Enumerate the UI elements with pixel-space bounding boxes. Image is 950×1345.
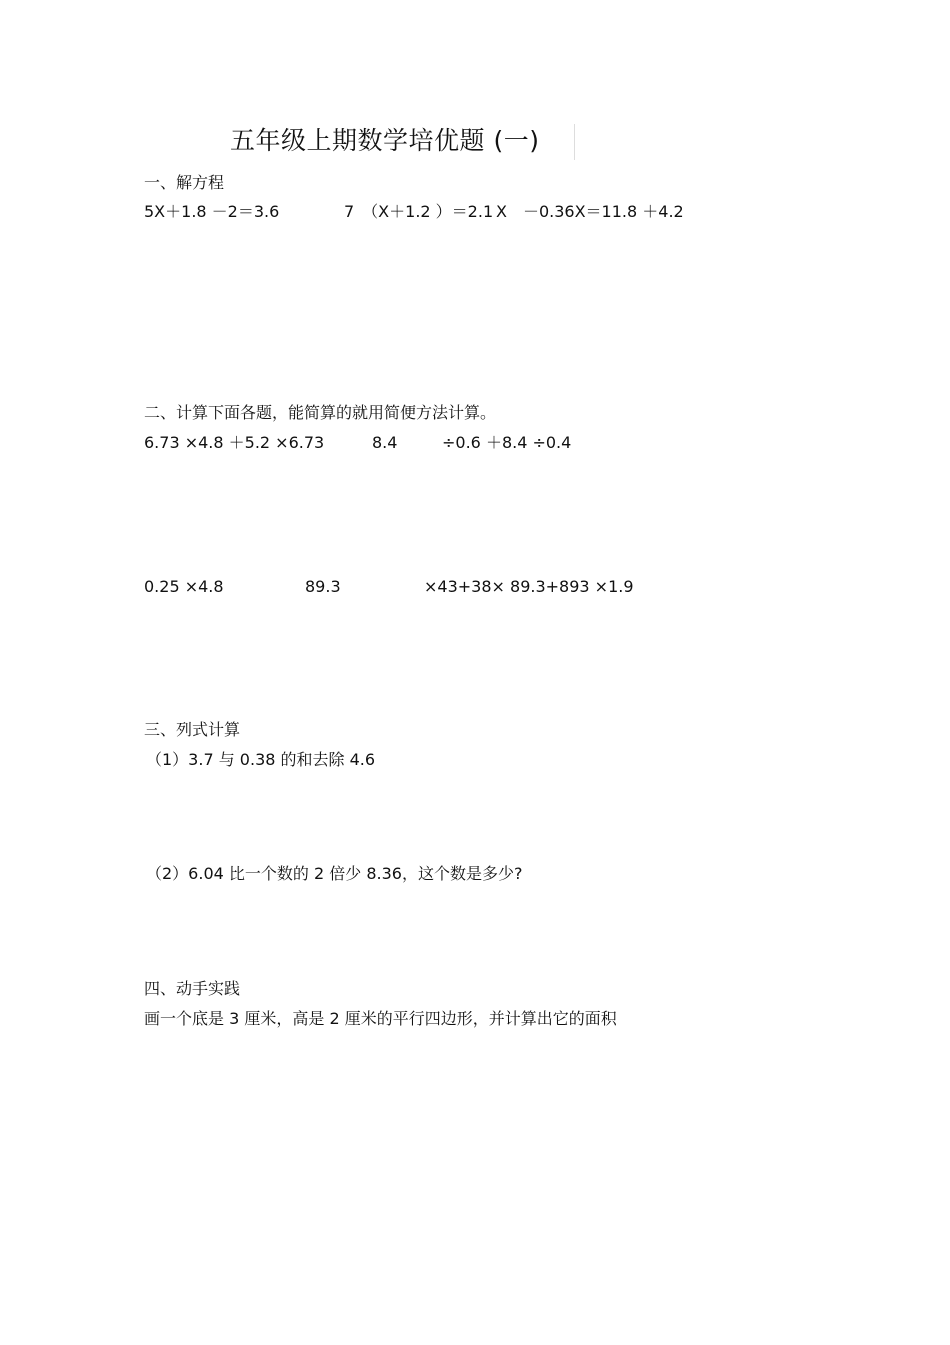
- section-4-heading: 四、动手实践: [144, 979, 241, 998]
- calculation-4-part-1: 89.3: [305, 577, 341, 596]
- calculation-1: 6.73 ×4.8 ＋5.2 ×6.73: [144, 433, 325, 452]
- calculation-3: 0.25 ×4.8: [144, 577, 224, 596]
- section-3-heading: 三、列式计算: [144, 720, 241, 739]
- practice-prompt: 画一个底是 3 厘米，高是 2 厘米的平行四边形，并计算出它的面积: [144, 1009, 617, 1028]
- equation-3: X －0.36X＝11.8 ＋4.2: [496, 202, 684, 221]
- calculation-2-part-1: 8.4: [372, 433, 398, 452]
- equation-2: 7 （X＋1.2 ）＝2.1: [344, 202, 494, 221]
- word-problem-1: （1）3.7 与 0.38 的和去除 4.6: [146, 750, 376, 769]
- page-title: 五年级上期数学培优题 (一): [230, 126, 540, 155]
- equation-1: 5X＋1.8 －2＝3.6: [144, 202, 280, 221]
- word-problem-2: （2）6.04 比一个数的 2 倍少 8.36，这个数是多少?: [146, 864, 523, 883]
- calculation-2-part-2: ÷0.6 ＋8.4 ÷0.4: [442, 433, 572, 452]
- section-2-heading: 二、计算下面各题，能简算的就用简便方法计算。: [144, 403, 497, 422]
- calculation-4-part-2: ×43+38× 89.3+893 ×1.9: [424, 577, 634, 596]
- section-1-heading: 一、解方程: [144, 173, 225, 192]
- title-divider: [574, 124, 575, 160]
